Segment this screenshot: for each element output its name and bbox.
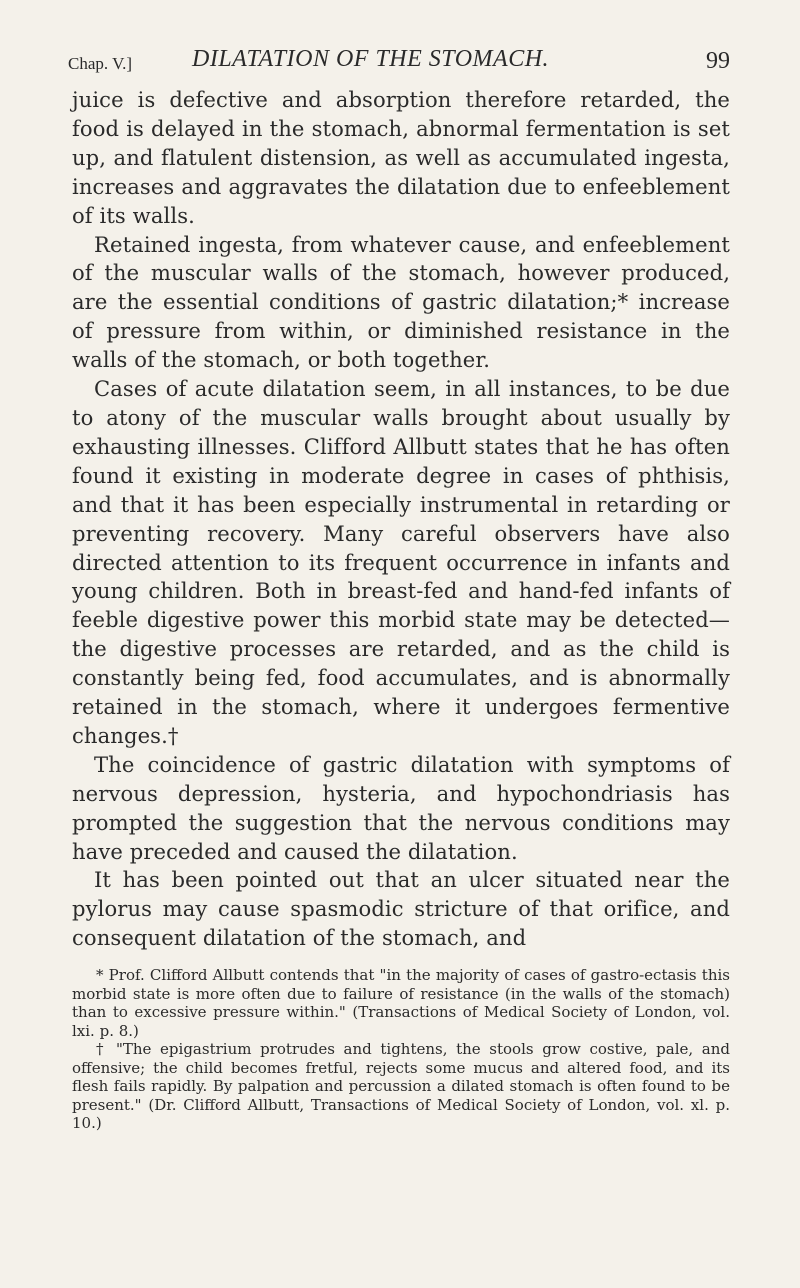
footnote: * Prof. Clifford Allbutt contends that "in the majority of cases of gastro-ectasis this morbid state is more often due to failure of resistance (in the walls of the stomach) than to excessive pressure within." (Transactions of Medical Society of London, vol. lxi. p. 8.) [72, 966, 730, 1040]
running-title: DILATATION OF THE STOMACH. [192, 46, 550, 72]
main-text [72, 86, 730, 953]
page-number: 99 [706, 48, 730, 74]
paragraph: It has been pointed out that an ulcer situated near the pylorus may cause spasmodic stricture of that orifice, and consequent dilatation of the stomach, and [72, 867, 730, 951]
paragraph: Cases of acute dilatation seem, in all instances, to be due to atony of the muscular walls brought about usually by exhausting illnesses. Clifford Allbutt states that he has often found it existing in moderate degree in cases of phthisis, and that it has been especially instrumental in retarding or preventing recovery. Many careful observers have also directed attention to its frequent occurrence in infants and young children. Both in breast-fed and hand-fed infants of feeble digestive power this morbid state may be detected—the digestive processes are retarded, and as the child is constantly being fed, food accumulates, and is abnormally retained in the stomach, where it undergoes fermentive changes.† [72, 376, 730, 748]
paragraph: The coincidence of gastric dilatation with symptoms of nervous depression, hysteria, and hypochondriasis has prompted the suggestion that the nervous conditions may have preceded and caused the dilatation. [72, 751, 730, 864]
running-header [68, 46, 730, 80]
paragraph: juice is defective and absorption therefore retarded, the food is delayed in the stomach, abnormal fermentation is set up, and flatulent distension, as well as accumulated ingesta, increases and aggravates the dilatation due to enfeeblement of its walls. [72, 87, 730, 228]
footnote: † "The epigastrium protrudes and tightens, the stools grow costive, pale, and offensive; the child becomes fretful, rejects some mucus and altered food, and its flesh fails rapidly. By palpation and percussion a dilated stomach is often found to be present." (Dr. Clifford Allbutt, Transactions of Medical Society of London, vol. xl. p. 10.) [72, 1040, 730, 1132]
chapter-label: Chap. V.] [68, 54, 133, 73]
paragraph: Retained ingesta, from whatever cause, and enfeeblement of the muscular walls of the stomach, however produced, are the essential conditions of gastric dilatation;* increase of pressure from within, or diminished resistance in the walls of the stomach, or both together. [72, 231, 730, 373]
footnotes [72, 966, 730, 1133]
